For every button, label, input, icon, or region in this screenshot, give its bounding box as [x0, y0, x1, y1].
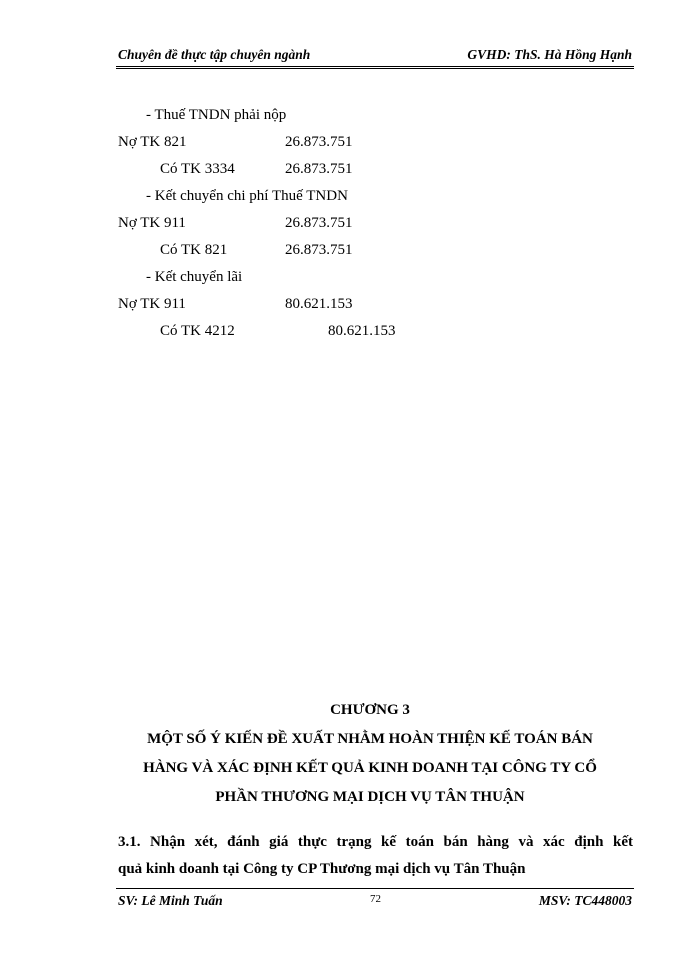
- entry-credit-amount: 80.621.153: [328, 323, 396, 339]
- entry-credit-amount: 26.873.751: [285, 242, 353, 258]
- chapter-number: CHƯƠNG 3: [330, 702, 410, 718]
- entry-debit-account: Nợ TK 911: [118, 215, 186, 231]
- entry-debit-account: Nợ TK 821: [118, 134, 187, 150]
- entry-debit-amount: 80.621.153: [285, 296, 353, 312]
- entry-heading-tax-payable: - Thuế TNDN phải nộp: [146, 107, 287, 123]
- section-heading-line: 3.1. Nhận xét, đánh giá thực trạng kế toán bán hàng và xác định kết: [118, 834, 633, 850]
- entry-debit-amount: 26.873.751: [285, 134, 353, 150]
- entry-credit-account: Có TK 4212: [160, 323, 235, 339]
- entry-credit-amount: 26.873.751: [285, 161, 353, 177]
- section-heading-line: quả kinh doanh tại Công ty CP Thương mại dịch vụ Tân Thuận: [118, 861, 526, 877]
- footer-student-name: SV: Lê Minh Tuấn: [118, 893, 223, 908]
- entry-heading-tax-transfer: - Kết chuyển chi phí Thuế TNDN: [146, 188, 348, 204]
- page-number: 72: [370, 893, 381, 905]
- entry-debit-account: Nợ TK 911: [118, 296, 186, 312]
- entry-credit-account: Có TK 821: [160, 242, 228, 258]
- footer-rule: [116, 888, 634, 889]
- header-course-title: Chuyên đề thực tập chuyên ngành: [118, 47, 311, 62]
- entry-heading-profit-transfer: - Kết chuyển lãi: [146, 269, 243, 285]
- chapter-title-line: PHẦN THƯƠNG MẠI DỊCH VỤ TÂN THUẬN: [215, 789, 525, 805]
- header-supervisor: GVHD: ThS. Hà Hồng Hạnh: [467, 47, 632, 62]
- chapter-title-line: HÀNG VÀ XÁC ĐỊNH KẾT QUẢ KINH DOANH TẠI CÔNG TY CỔ: [143, 760, 597, 776]
- entry-debit-amount: 26.873.751: [285, 215, 353, 231]
- entry-credit-account: Có TK 3334: [160, 161, 235, 177]
- chapter-title-line: MỘT SỐ Ý KIẾN ĐỀ XUẤT NHẰM HOÀN THIỆN KẾ TOÁN BÁN: [147, 731, 593, 747]
- footer-student-id: MSV: TC448003: [538, 893, 632, 908]
- header-rule: [116, 66, 634, 69]
